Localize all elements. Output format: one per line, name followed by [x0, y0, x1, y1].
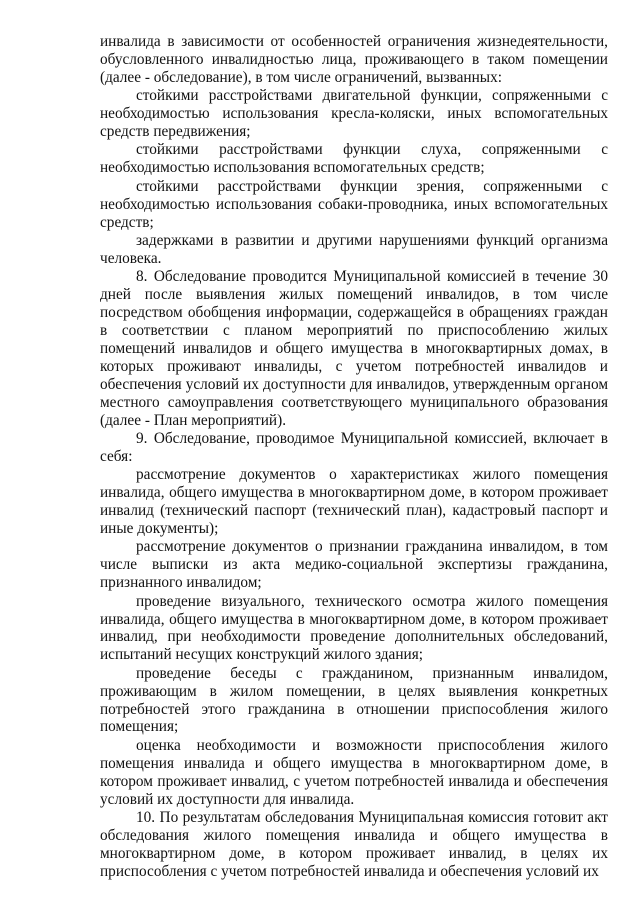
- paragraph-continuation: инвалида в зависимости от особенностей ограничения жизнедеятельности, обусловленного инвалидностью лица, проживающего в таком помещении (далее - обследование), в том числе ограничений, вызванных:: [100, 33, 608, 86]
- paragraph-item-8: 8. Обследование проводится Муниципальной комиссией в течение 30 дней после выявления жилых помещений инвалидов, в том числе посредством обобщения информации, содержащейся в обращениях граждан в соответствии с планом мероприятий по приспособлению жилых помещений инвалидов и общего имущества в многоквартирных домах, в которых проживают инвалиды, с учетом потребностей инвалидов и обеспечения условий их доступности для инвалидов, утвержденным органом местного самоуправления соответствующего муниципального образования (далее - План мероприятий).: [100, 268, 608, 429]
- paragraph-visual-inspection: проведение визуального, технического осмотра жилого помещения инвалида, общего имущества в многоквартирном доме, в котором проживает инвалид, при необходимости проведение дополнительных обследований, испытаний несущих конструкций жилого здания;: [100, 592, 608, 664]
- paragraph-item-9: 9. Обследование, проводимое Муниципальной комиссией, включает в себя:: [100, 429, 608, 465]
- paragraph-development-delays: задержками в развитии и другими нарушениями функций организма человека.: [100, 231, 608, 267]
- paragraph-review-disability-documents: рассмотрение документов о признании гражданина инвалидом, в том числе выписки из акта медико-социальной экспертизы гражданина, признанного инвалидом;: [100, 538, 608, 592]
- paragraph-item-10: 10. По результатам обследования Муниципальная комиссия готовит акт обследования жилого помещения инвалида и общего имущества в многоквартирном доме, в котором проживает инвалид, в целях их приспособления с учетом потребностей инвалида и обеспечения условий их: [100, 808, 608, 880]
- paragraph-mobility-limitations: стойкими расстройствами двигательной функции, сопряженными с необходимостью использования кресла-коляски, иных вспомогательных средств передвижения;: [100, 87, 608, 141]
- document-body: [100, 33, 608, 881]
- paragraph-hearing-limitations: стойкими расстройствами функции слуха, сопряженными с необходимостью использования вспомогательных средств;: [100, 141, 608, 177]
- paragraph-interview: проведение беседы с гражданином, признанным инвалидом, проживающим в жилом помещении, в целях выявления конкретных потребностей этого гражданина в отношении приспособления жилого помещения;: [100, 664, 608, 736]
- paragraph-assessment: оценка необходимости и возможности приспособления жилого помещения инвалида и общего имущества в многоквартирном доме, в котором проживает инвалид, с учетом потребностей инвалида и обеспечения условий их доступности для инвалида.: [100, 736, 608, 808]
- paragraph-vision-limitations: стойкими расстройствами функции зрения, сопряженными с необходимостью использования собаки-проводника, иных вспомогательных средств;: [100, 177, 608, 231]
- paragraph-review-housing-documents: рассмотрение документов о характеристиках жилого помещения инвалида, общего имущества в многоквартирном доме, в котором проживает инвалид (технический паспорт (технический план), кадастровый паспорт и иные документы);: [100, 466, 608, 537]
